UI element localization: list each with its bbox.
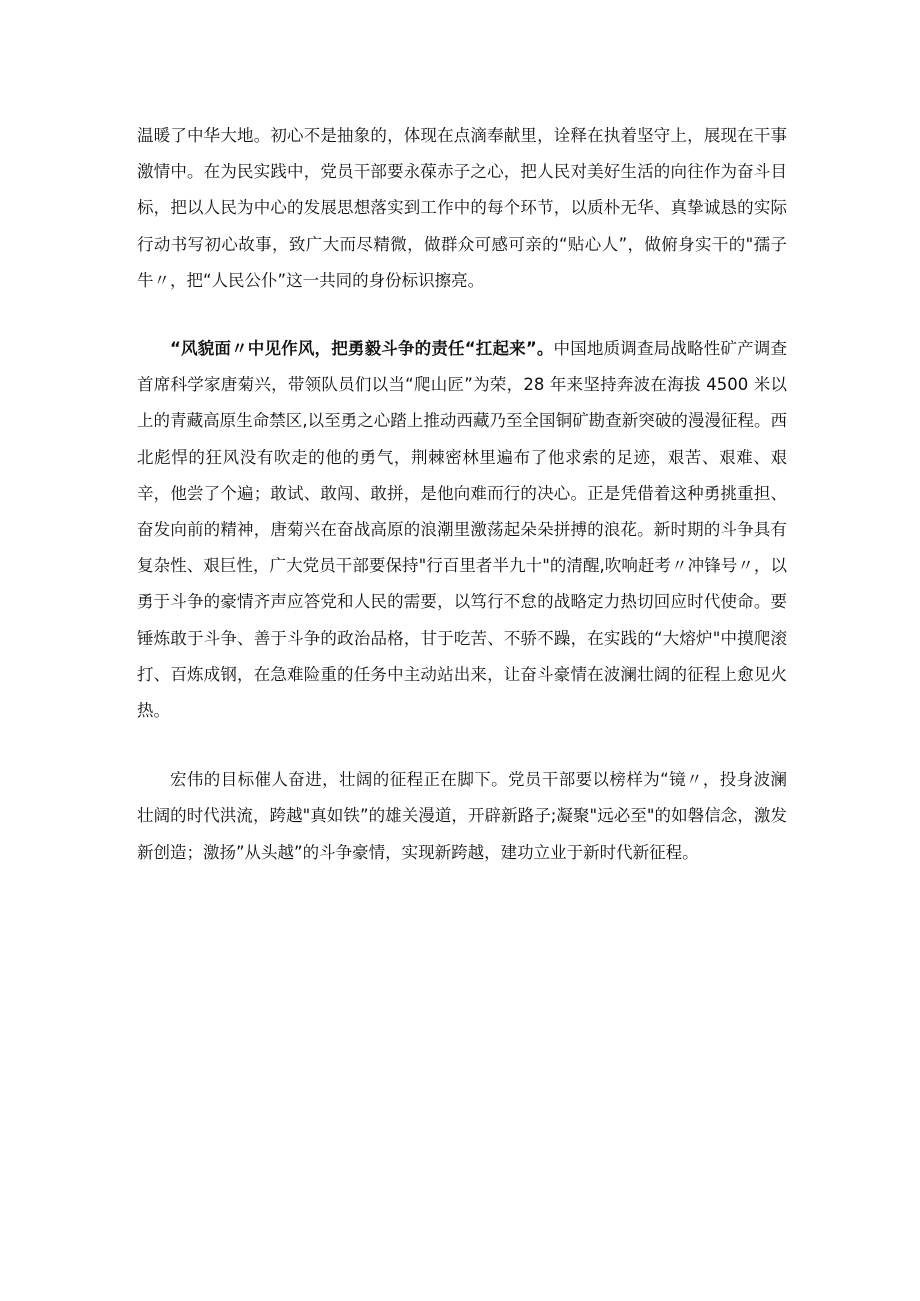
paragraph-initial-heart	[137, 118, 787, 299]
paragraph-spacer	[137, 729, 787, 762]
paragraph-text: 宏伟的目标催人奋进，壮阔的征程正在脚下。党员干部要以榜样为“镜〃，投身波澜壮阔的时代洪流，跨越"真如铁”的雄关漫道，开辟新路子;凝聚"远必至"的如磐信念，激发新创造；激扬”从头越”的斗争豪情，实现新跨越，建功立业于新时代新征程。	[137, 770, 787, 862]
paragraph-spacer	[137, 299, 787, 331]
paragraph-text: 中国地质调查局战略性矿产调查首席科学家唐菊兴，带领队员们以当“爬山匠”为荣，28 年来坚持奔波在海拔 4500 米以上的青藏高原生命禁区,以至勇之心踏上推动西藏乃至全国铜矿勘查新突破的漫漫征程。西北彪悍的狂风没有吹走的他的勇气，荆棘密林里遍布了他求索的足迹，艰苦、艰难、艰辛，他尝了个遍；敢试、敢闯、敢拼，是他向难而行的决心。正是凭借着这种勇挑重担、奋发向前的精神，唐菊兴在奋战高原的浪潮里激荡起朵朵拼搏的浪花。新时期的斗争具有复杂性、艰巨性，广大党员干部要保持"行百里者半九十"的清醒,吹响赶考〃冲锋号〃，以勇于斗争的豪情齐声应答党和人民的需要，以笃行不怠的战略定力热切回应时代使命。要锤炼敢于斗争、善于斗争的政治品格，甘于吃苦、不骄不躁，在实践的“大熔炉"中摸爬滚打、百炼成钢，在急难险重的任务中主动站出来，让奋斗豪情在波澜壮阔的征程上愈见火热。	[137, 339, 787, 721]
paragraph-conclusion	[137, 762, 787, 871]
paragraph-fighting-spirit	[137, 331, 787, 729]
paragraph-text: 温暖了中华大地。初心不是抽象的，体现在点滴奉献里，诠释在执着坚守上，展现在干事激情中。在为民实践中，党员干部要永葆赤子之心，把人民对美好生活的向往作为奋斗目标，把以人民为中心的发展思想落实到工作中的每个环节，以质朴无华、真挚诚恳的实际行动书写初心故事，致广大而尽精微，做群众可感可亲的“贴心人”，做俯身实干的"孺子牛〃，把“人民公仆”这一共同的身份标识擦亮。	[137, 126, 787, 290]
paragraph-heading: “风貌面〃中见作风，把勇毅斗争的责任“扛起来”。	[170, 339, 554, 359]
document-body	[137, 118, 787, 871]
